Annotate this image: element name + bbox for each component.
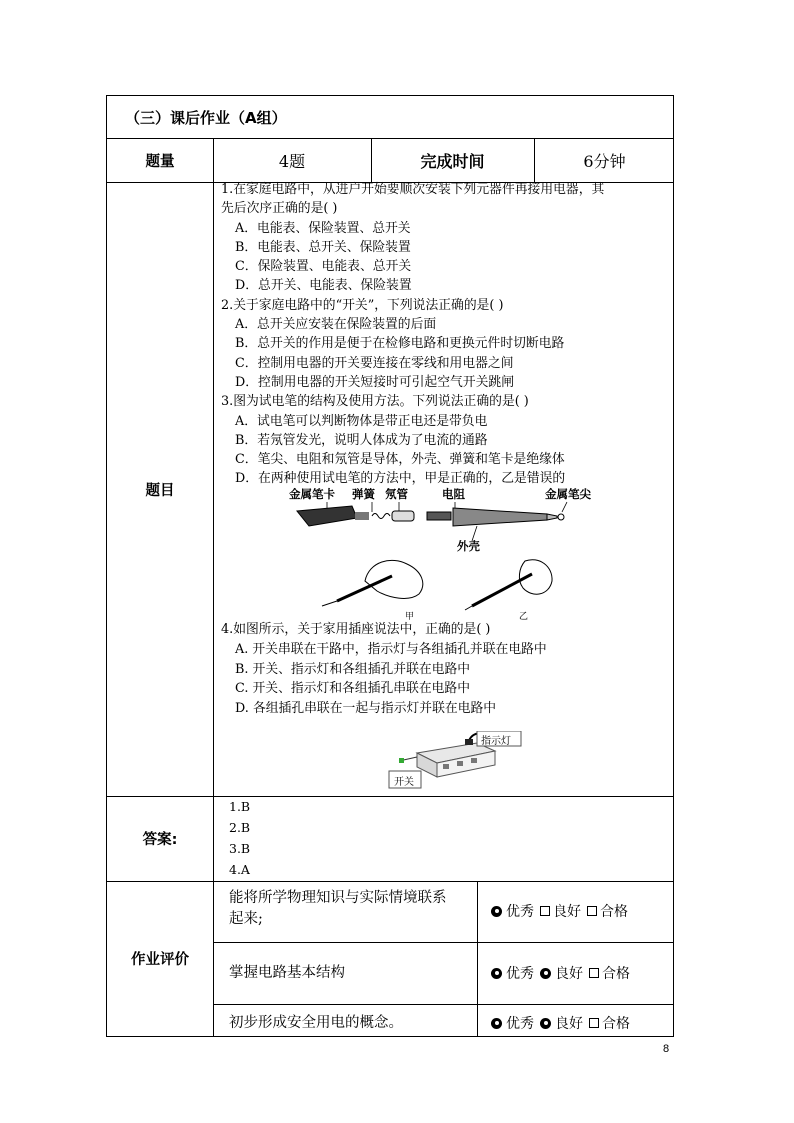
evaluation-ratings-1 (491, 901, 628, 921)
row-divider (213, 942, 673, 943)
question-2-stem: 2.关于家庭电路中的“开关”，下列说法正确的是( ) (221, 297, 504, 313)
checked-circle-icon (491, 906, 502, 917)
checked-circle-icon (540, 1018, 551, 1029)
question-3-option-a: A．试电笔可以判断物体是带正电还是带负电 (235, 413, 488, 429)
rating-label: 合格 (600, 904, 628, 920)
checked-circle-icon (491, 1018, 502, 1029)
test-pen-figure (277, 486, 607, 621)
figure-label: 甲 (405, 612, 415, 622)
answer-item: 3.B (229, 841, 251, 856)
question-4-option-d: D. 各组插孔串联在一起与指示灯并联在电路中 (235, 701, 497, 717)
question-1-option-a: A．电能表、保险装置、总开关 (235, 220, 411, 236)
rating-pass[interactable] (589, 1013, 630, 1033)
answers-label: 答案: (142, 832, 178, 848)
question-2-option-a: A．总开关应安装在保险装置的后面 (235, 317, 437, 333)
figure-label: 金属笔尖 (545, 487, 591, 501)
question-3-stem: 3.图为试电笔的结构及使用方法。下列说法正确的是( ) (221, 394, 529, 410)
time-value: 6分钟 (583, 151, 626, 171)
evaluation-criterion-1 (229, 888, 447, 930)
rating-excellent[interactable] (491, 963, 534, 983)
time-label: 完成时间 (420, 151, 485, 171)
checked-circle-icon (491, 968, 502, 979)
evaluation-label: 作业评价 (131, 952, 189, 968)
page-number: 8 (663, 1043, 670, 1055)
question-2-option-b: B．总开关的作用是便于在检修电路和更换元件时切断电路 (235, 336, 565, 352)
figure-label: 外壳 (457, 539, 480, 553)
rating-label: 优秀 (506, 1016, 534, 1032)
criterion-text: 能将所学物理知识与实际情境联系 (229, 890, 447, 906)
checkbox-icon (589, 968, 599, 978)
answer-item: 2.B (229, 820, 251, 835)
question-4-option-a: A. 开关串联在干路中，指示灯与各组插孔并联在电路中 (235, 641, 547, 657)
power-strip-figure (377, 731, 527, 793)
question-1-option-c: C．保险装置、电能表、总开关 (235, 259, 412, 275)
rating-label: 合格 (602, 966, 630, 982)
figure-label: 电阻 (442, 487, 465, 501)
column-divider (213, 138, 214, 1036)
question-1-option-b: B．电能表、总开关、保险装置 (235, 239, 411, 255)
criterion-text: 起来; (229, 911, 263, 927)
evaluation-ratings-3 (491, 1013, 630, 1033)
evaluation-criterion-2: 掌握电路基本结构 (229, 965, 345, 981)
question-4-option-c: C. 开关、指示灯和各组插孔串联在电路中 (235, 681, 471, 697)
checkbox-icon (587, 906, 597, 916)
question-3-option-d: D．在两种使用试电笔的方法中，甲是正确的，乙是错误的 (235, 471, 566, 487)
figure-label: 开关 (394, 777, 414, 788)
rating-good[interactable] (540, 901, 581, 921)
rating-label: 优秀 (506, 904, 534, 920)
test-pen-drawing (277, 486, 607, 611)
homework-table (106, 95, 674, 1037)
rating-pass[interactable] (589, 963, 630, 983)
evaluation-criterion-3: 初步形成安全用电的概念。 (229, 1015, 403, 1031)
question-4-stem: 4.如图所示，关于家用插座说法中，正确的是( ) (221, 622, 491, 637)
figure-label: 氖管 (385, 487, 408, 501)
checkbox-icon (589, 1018, 599, 1028)
question-2-option-d: D．控制用电器的开关短接时可引起空气开关跳闸 (235, 374, 514, 390)
row-divider (213, 1004, 673, 1005)
rating-label: 良好 (555, 1016, 583, 1032)
evaluation-ratings-2 (491, 963, 630, 983)
question-1-stem: 先后次序正确的是( ) (221, 201, 338, 217)
column-divider (477, 881, 478, 1036)
question-2-option-c: C．控制用电器的开关要连接在零线和用电器之间 (235, 355, 514, 371)
question-4 (221, 620, 547, 719)
rating-label: 优秀 (506, 966, 534, 982)
answers-list (229, 796, 250, 880)
figure-label: 乙 (519, 612, 529, 622)
question-1-stem: 1.在家庭电路中，从进户开始要顺次安装下列元器件再接用电器，其 (221, 182, 605, 197)
question-3-option-c: C．笔尖、电阻和氖管是导体，外壳、弹簧和笔卡是绝缘体 (235, 452, 565, 468)
figure-label: 金属笔卡 (289, 487, 335, 501)
rating-label: 合格 (602, 1016, 630, 1032)
answer-item: 4.A (229, 862, 250, 877)
checked-circle-icon (540, 968, 551, 979)
question-3-option-b: B．若氖管发光，说明人体成为了电流的通路 (235, 432, 488, 448)
question-count-label: 题量 (145, 153, 175, 170)
question-4-option-b: B. 开关、指示灯和各组插孔并联在电路中 (235, 661, 471, 677)
rating-excellent[interactable] (491, 901, 534, 921)
questions-label: 题目 (145, 482, 175, 499)
rating-good[interactable] (540, 1013, 583, 1033)
section-title: （三）课后作业（A组） (125, 108, 287, 127)
rating-pass[interactable] (587, 901, 628, 921)
rating-good[interactable] (540, 963, 583, 983)
rating-label: 良好 (555, 966, 583, 982)
rating-excellent[interactable] (491, 1013, 534, 1033)
question-1 (221, 180, 604, 489)
question-count-value: 4题 (278, 151, 306, 171)
question-1-option-d: D．总开关、电能表、保险装置 (235, 278, 412, 294)
checkbox-icon (540, 906, 550, 916)
figure-label: 指示灯 (481, 736, 511, 747)
figure-label: 弹簧 (352, 487, 375, 501)
answer-item: 1.B (229, 799, 251, 814)
rating-label: 良好 (553, 904, 581, 920)
